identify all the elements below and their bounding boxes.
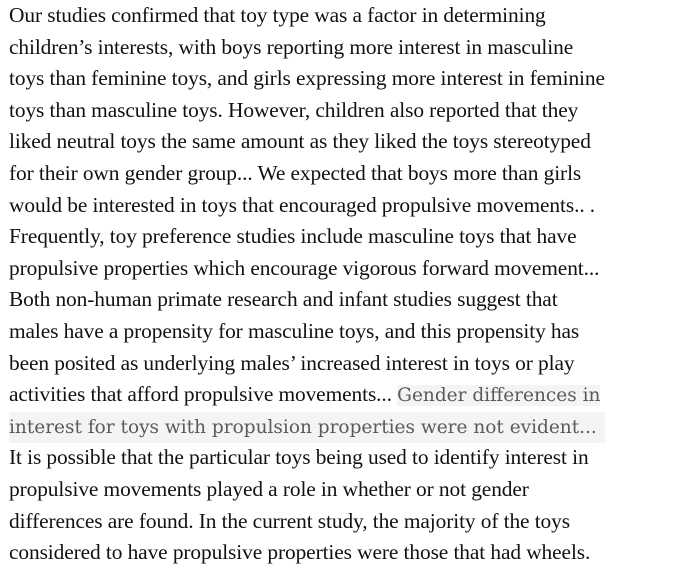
text-line-10: Both non-human primate research and infant studies suggest that xyxy=(9,287,558,312)
text-line-2: children’s interests, with boys reporting more interest in masculine xyxy=(9,34,574,59)
text-line-15: It is possible that the particular toys being used to identify interest in xyxy=(9,445,589,470)
text-line-9: propulsive properties which encourage vigorous forward movement... xyxy=(9,255,600,280)
text-line-14 xyxy=(9,411,684,443)
document-text xyxy=(9,0,684,569)
text-line-13-plain: activities that afford propulsive movements... xyxy=(9,382,398,407)
text-line-3: toys than feminine toys, and girls expressing more interest in feminine xyxy=(9,66,605,91)
text-line-11: males have a propensity for masculine toys, and this propensity has xyxy=(9,318,580,343)
highlighted-quote-end: interest for toys with propulsion properties were not evident... xyxy=(9,412,605,444)
text-line-5: liked neutral toys the same amount as they liked the toys stereotyped xyxy=(9,129,591,154)
text-line-8: Frequently, toy preference studies include masculine toys that have xyxy=(9,224,577,249)
text-line-16: propulsive movements played a role in whether or not gender xyxy=(9,476,529,501)
text-line-6: for their own gender group... We expected that boys more than girls xyxy=(9,160,582,185)
text-line-18: considered to have propulsive properties were those that had wheels. xyxy=(9,540,591,565)
text-line-13 xyxy=(9,379,684,411)
text-line-12: been posited as underlying males’ increased interest in toys or play xyxy=(9,350,575,375)
highlighted-quote-start: Gender differences in xyxy=(397,385,601,407)
text-line-1: Our studies confirmed that toy type was a factor in determining xyxy=(9,3,546,27)
text-line-17: differences are found. In the current study, the majority of the toys xyxy=(9,508,570,533)
text-line-4: toys than masculine toys. However, children also reported that they xyxy=(9,97,579,122)
text-line-7: would be interested in toys that encouraged propulsive movements.. . xyxy=(9,192,596,217)
